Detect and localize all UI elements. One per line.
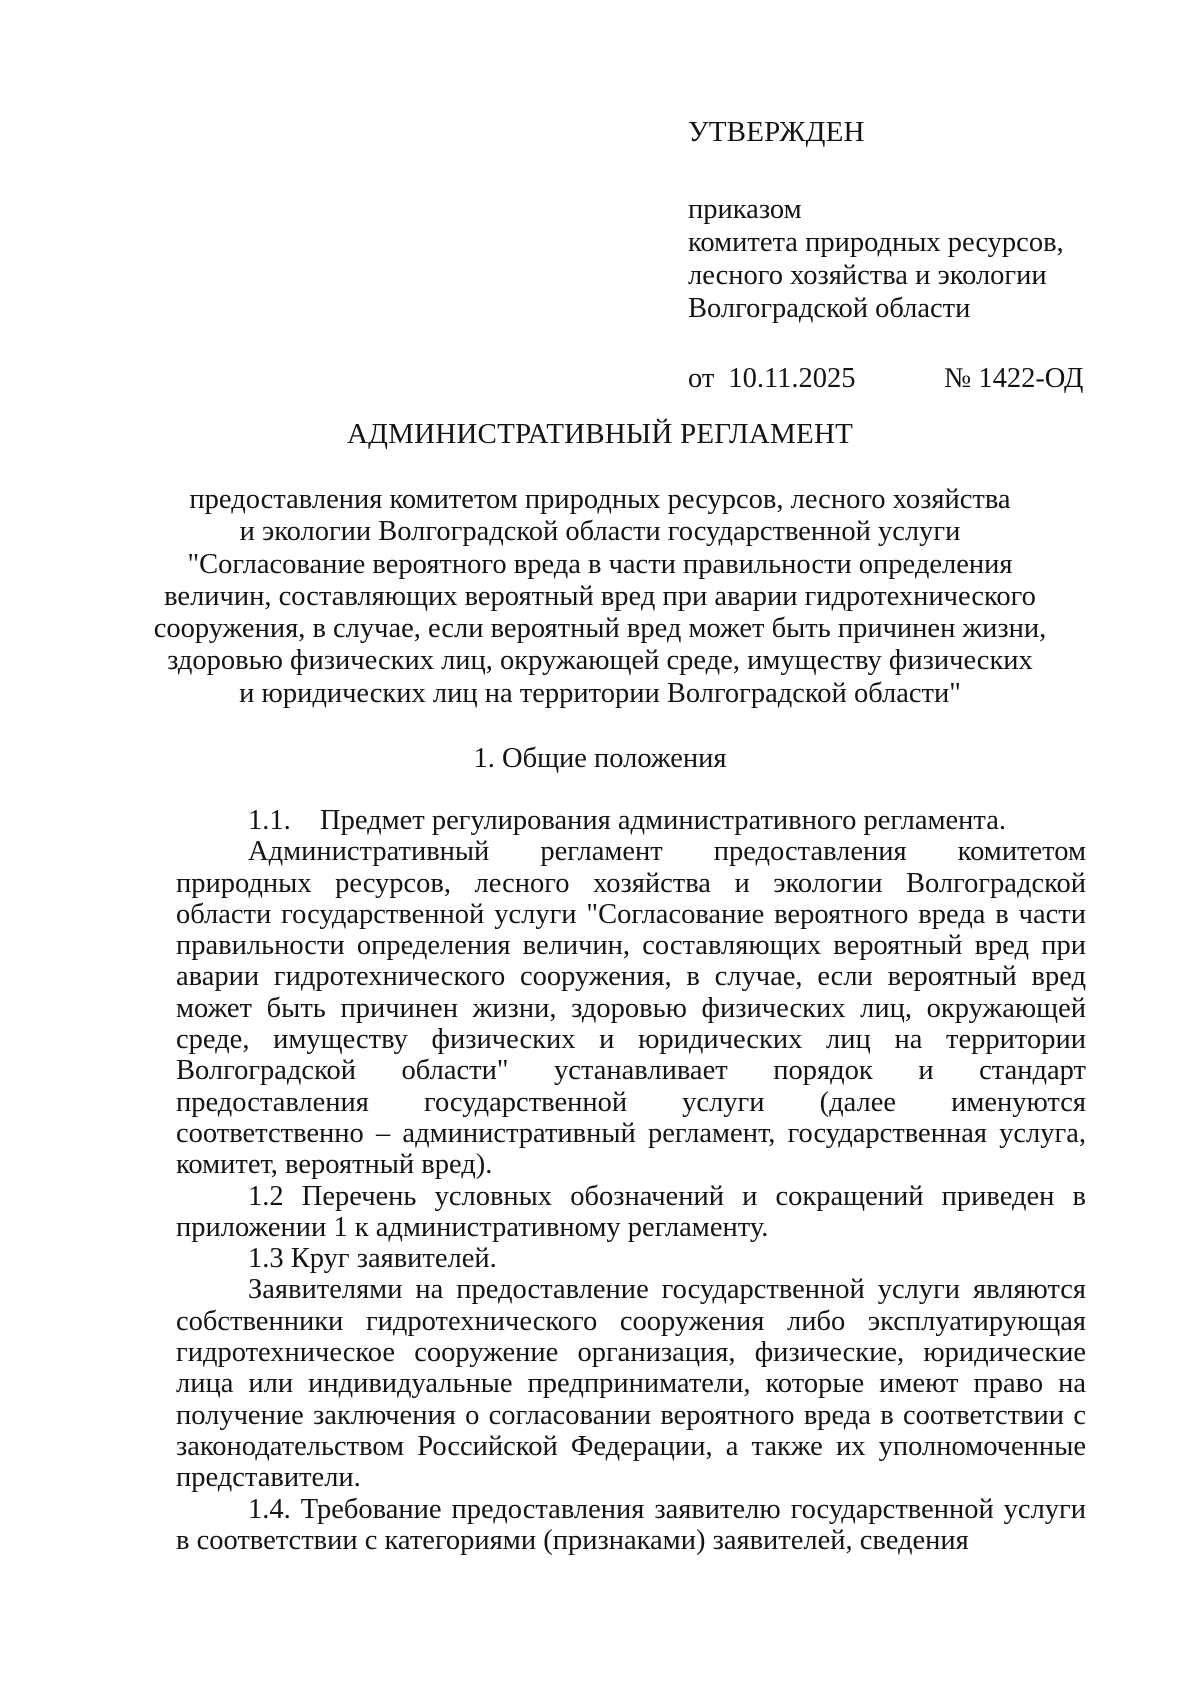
document-body	[176, 805, 1086, 1556]
document-title: АДМИНИСТРАТИВНЫЙ РЕГЛАМЕНТ	[346, 418, 854, 450]
item-number: 1.1.	[248, 805, 291, 836]
date-label: от	[688, 363, 715, 394]
approved-by-line: комитета природных ресурсов,	[688, 227, 1064, 258]
subtitle-line: предоставления комитетом природных ресурсов, лесного хозяйства	[189, 484, 1011, 515]
item-title: Предмет регулирования административного регламента.	[320, 805, 1007, 836]
subtitle-line: здоровью физических лиц, окружающей среде, имуществу физических	[167, 645, 1033, 677]
approved-by-line: Волгоградской области	[688, 293, 971, 324]
subtitle-line: сооружения, в случае, если вероятный вред может быть причинен жизни,	[153, 613, 1047, 645]
subtitle-line: "Согласование вероятного вреда в части правильности определения	[187, 548, 1013, 580]
date-value: 10.11.2025	[728, 363, 856, 394]
subtitle-line: и юридических лиц на территории Волгоградской области"	[239, 677, 961, 709]
paragraph: 1.2 Перечень условных обозначений и сокращений приведен в приложении 1 к административному регламенту.	[176, 1180, 1086, 1243]
approval-heading: УТВЕРЖДЕН	[688, 116, 865, 148]
subtitle-line: величин, составляющих вероятный вред при аварии гидротехнического	[164, 580, 1036, 612]
paragraph: Административный регламент предоставления комитетом природных ресурсов, лесного хозяйства и экологии Волгоградской области государственной услуги "Согласование вероятного вреда в части правильности определения величин, составляющих вероятный вред при аварии гидротехнического сооружения, в случае, если вероятный вред может быть причинен жизни, здоровью физических лиц, окружающей среде, имуществу физических и юридических лиц на территории Волгоградской области" устанавливает порядок и стандарт предоставления государственной услуги (далее именуются соответственно – административный регламент, государственная услуга, комитет, вероятный вред).	[176, 836, 1086, 1181]
order-date-row	[688, 363, 1128, 397]
item-1-1-heading	[176, 805, 1086, 836]
order-date	[688, 363, 856, 395]
approved-by	[688, 193, 1128, 325]
approved-by-line: приказом	[688, 194, 802, 225]
approved-by-line: лесного хозяйства и экологии	[688, 260, 1047, 291]
subtitle-line: и экологии Волгоградской области государственной услуги	[239, 516, 961, 548]
paragraph: Заявителями на предоставление государственной услуги являются собственники гидротехнического сооружения либо эксплуатирующая гидротехническое сооружение организация, физические, юридические лица или индивидуальные предприниматели, которые имеют право на получение заключения о согласовании вероятного вреда в соответствии с законодательством Российской Федерации, а также их уполномоченные представители.	[176, 1274, 1086, 1494]
order-number: № 1422-ОД	[944, 363, 1084, 394]
paragraph: 1.3 Круг заявителей.	[248, 1243, 497, 1275]
document-subtitle	[150, 484, 1050, 710]
paragraph: 1.4. Требование предоставления заявителю государственной услуги в соответствии с категориями (признаками) заявителей, сведения	[176, 1493, 1086, 1556]
approval-block	[688, 116, 1128, 397]
section-heading: 1. Общие положения	[473, 743, 727, 774]
